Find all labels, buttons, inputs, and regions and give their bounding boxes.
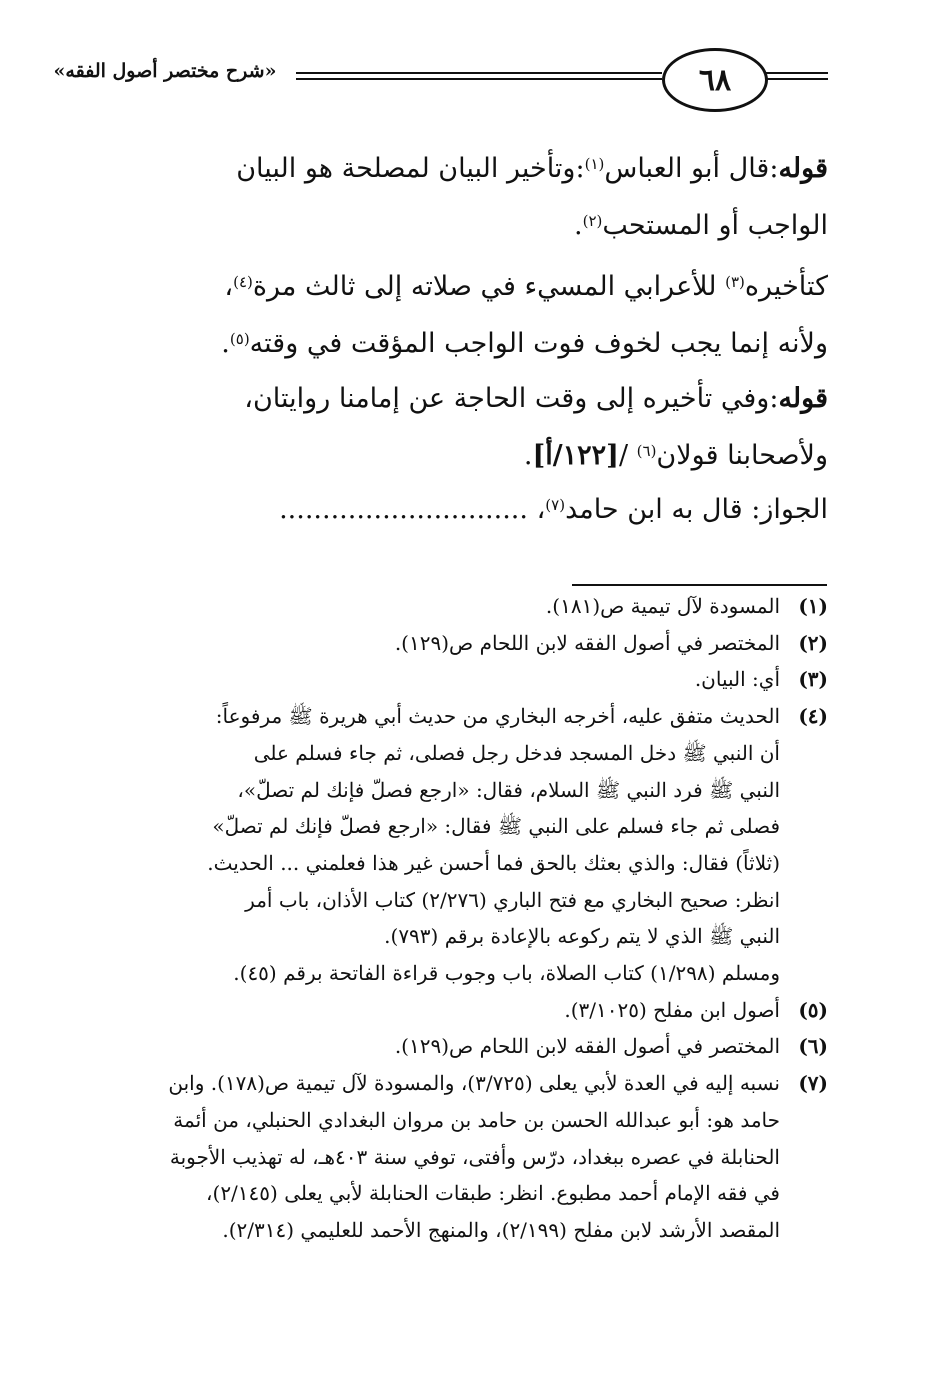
paragraph-line: كتأخيره$^{(٣)}$ للأعرابي المسيء في صلاته إلى ثالث مرة$^{(٤)}$، (224, 271, 828, 302)
footnote-3 (66, 661, 828, 698)
footnote-ref[interactable]: (٧) (545, 496, 566, 514)
footnote-number: (٦) (798, 1034, 828, 1059)
footnote-line: (ثلاثاً) فقال: والذي بعثك بالحق فما أحسن غير هذا فعلمني ... الحديث. (207, 850, 780, 875)
lead-word: قوله (778, 383, 828, 414)
paragraph-4 (80, 481, 828, 538)
footnote-line: الحديث متفق عليه، أخرجه البخاري من حديث أبي هريرة ﷺ مرفوعاً: (215, 704, 780, 729)
continuation-dots: ............................. (279, 494, 528, 525)
footnote-number: (٧) (798, 1071, 828, 1096)
footnote-ref[interactable]: (٥) (229, 330, 250, 348)
footnote-line: المسودة لآل تيمية ص(١٨١). (545, 594, 780, 618)
manuscript-folio: [١٢٢/أ] (532, 440, 619, 471)
footnote-ref[interactable]: (٣) (725, 273, 745, 291)
paragraph-line: قوله:قال أبو العباس$^{(١)}$:وتأخير البيان لمصلحة هو البيان (236, 153, 828, 184)
footnote-line: فصلى ثم جاء فسلم على النبي ﷺ فقال: «ارجع فصلّ فإنك لم تصلّ» (212, 814, 780, 839)
footnote-7 (66, 1065, 828, 1249)
lead-word: قوله (778, 153, 828, 184)
footnote-line: أي: البيان. (694, 667, 780, 692)
footnote-number: (٥) (798, 997, 828, 1022)
paragraph-1 (80, 140, 828, 254)
paragraph-line: ولأصحابنا قولان$^{(٦)}$ /[١٢٢/أ]. (523, 440, 828, 471)
footnote-number: (٤) (798, 704, 828, 729)
footnote-number: (٣) (798, 667, 828, 692)
footnote-line: حامد هو: أبو عبدالله الحسن بن حامد بن مروان البغدادي الحنبلي، من أئمة (173, 1107, 780, 1132)
header-rule-left (296, 72, 662, 74)
footnote-ref[interactable]: (٦) (636, 442, 657, 460)
footnote-line: الحنابلة في عصره ببغداد، درّس وأفتى، توفي سنة ٤٠٣هـ، له تهذيب الأجوبة (169, 1144, 780, 1169)
footnote-6 (66, 1028, 828, 1065)
footnote-number: (٢) (798, 630, 828, 655)
footnote-separator (572, 584, 827, 586)
page-number: ٦٨ (662, 48, 768, 112)
footnote-line: المختصر في أصول الفقه لابن اللحام ص(١٢٩). (394, 630, 780, 655)
footnote-line: المقصد الأرشد لابن مفلح (٢/١٩٩)، والمنهج الأحمد للعليمي (٢/٣١٤). (222, 1217, 780, 1242)
paragraph-3 (80, 370, 828, 484)
footnotes (66, 588, 828, 1249)
footnote-2 (66, 625, 828, 662)
footnote-line: النبي ﷺ الذي لا يتم ركوعه بالإعادة برقم (٧٩٣). (384, 924, 780, 949)
paragraph-2 (80, 258, 828, 372)
header-rule-left-lower (296, 78, 662, 80)
footnote-line: النبي ﷺ فرد النبي ﷺ السلام، فقال: «ارجع فصلّ فإنك لم تصلّ»، (237, 777, 780, 802)
footnote-5 (66, 992, 828, 1029)
footnote-4 (66, 698, 828, 992)
page-header (0, 40, 945, 120)
paragraph-line: الواجب أو المستحب$^{(٢)}$. (574, 210, 828, 241)
footnote-ref[interactable]: (٤) (233, 273, 253, 291)
footnote-line: نسبه إليه في العدة لأبي يعلى (٣/٧٢٥)، والمسودة لآل تيمية ص(١٧٨). وابن (168, 1071, 780, 1096)
footnote-line: أن النبي ﷺ دخل المسجد فدخل رجل فصلى، ثم جاء فسلم على (253, 740, 780, 765)
footnote-ref[interactable]: (١) (584, 155, 605, 173)
footnote-line: أصول ابن مفلح (٣/١٠٢٥). (564, 997, 780, 1022)
header-rule-right-lower (762, 78, 828, 80)
footnote-number: (١) (798, 594, 828, 618)
paragraph-line: ولأنه إنما يجب لخوف فوت الواجب المؤقت في وقته$^{(٥)}$. (221, 328, 828, 359)
paragraph-line: قوله:وفي تأخيره إلى وقت الحاجة عن إمامنا روايتان، (244, 383, 828, 414)
footnote-ref[interactable]: (٢) (582, 212, 603, 230)
footnote-line: في فقه الإمام أحمد مطبوع. انظر: طبقات الحنابلة لأبي يعلى (٢/١٤٥)، (206, 1181, 780, 1206)
footnote-line: المختصر في أصول الفقه لابن اللحام ص(١٢٩). (394, 1034, 780, 1059)
footnote-line: ومسلم (١/٢٩٨) كتاب الصلاة، باب وجوب قراءة الفاتحة برقم (٤٥). (233, 961, 780, 986)
footnote-1 (66, 588, 828, 625)
header-rule-right (762, 72, 828, 74)
running-title: «شرح مختصر أصول الفقه» (53, 60, 277, 82)
footnote-line: انظر: صحيح البخاري مع فتح الباري (٢/٢٧٦) كتاب الأذان، باب أمر (245, 887, 780, 912)
paragraph-line: الجواز: قال به ابن حامد$^{(٧)}$، ............................. (279, 494, 828, 525)
